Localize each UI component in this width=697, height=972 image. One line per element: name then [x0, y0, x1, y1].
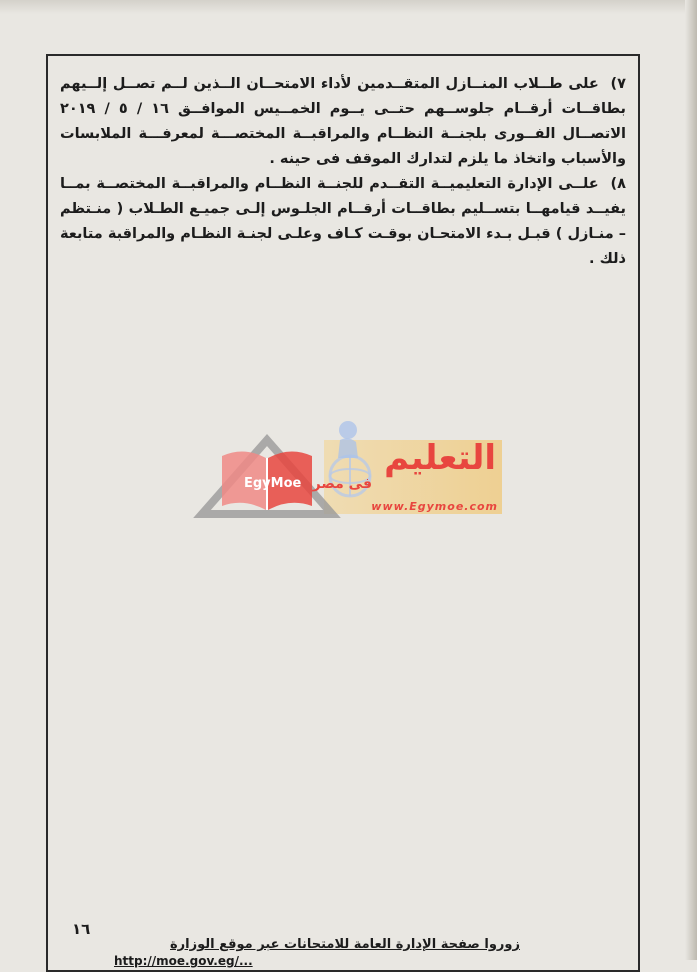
watermark-subtitle: فى مصر	[312, 476, 372, 492]
item-text: علــى الإدارة التعليميــة التقــدم للجنــة النظــام والمراقبــة المختصــة بمــا يفيــد قيامهــا بتســليم بطاقــات أرقــام الجلـوس إلـى جميـع الطـلاب ( منـتظم – منـازل ) قبـل بـدء الامتحـان بوقـت كـاف وعلـى لجنـة النظـام والمراقبة متابعة ذلك .	[60, 176, 626, 267]
footer-note: زوروا صفحة الإدارة العامة للامتحانات عبر موقع الوزارة	[170, 937, 520, 952]
footer-link[interactable]: http://moe.gov.eg/...	[114, 954, 253, 968]
watermark-logo-text: EgyMoe	[244, 476, 302, 491]
document-body	[60, 72, 626, 272]
watermark-title: التعليم	[384, 438, 496, 478]
scan-edge-top	[0, 0, 697, 14]
page-number: ١٦	[72, 920, 91, 938]
watermark	[192, 418, 502, 524]
item-number: ٧)	[610, 76, 626, 92]
item-text: على طــلاب المنــازل المتقــدمين لأداء الامتحــان الــذين لــم تصــل إلــيهم بطاقــات أرقــام جلوســهم حتــى يــوم الخمــيس الموافــق ١٦ / ٥ / ٢٠١٩ الاتصــال الفــورى بلجنــة النظــام والمراقبــة المختصـــة لمعرفـــة الملابسات والأسباب واتخاذ ما يلزم لتدارك الموقف فى حينه .	[60, 76, 626, 167]
item-number: ٨)	[610, 176, 626, 192]
watermark-url: www.Egymoe.com	[371, 500, 498, 513]
scan-edge-right	[685, 0, 697, 960]
list-item	[60, 72, 626, 172]
list-item	[60, 172, 626, 272]
